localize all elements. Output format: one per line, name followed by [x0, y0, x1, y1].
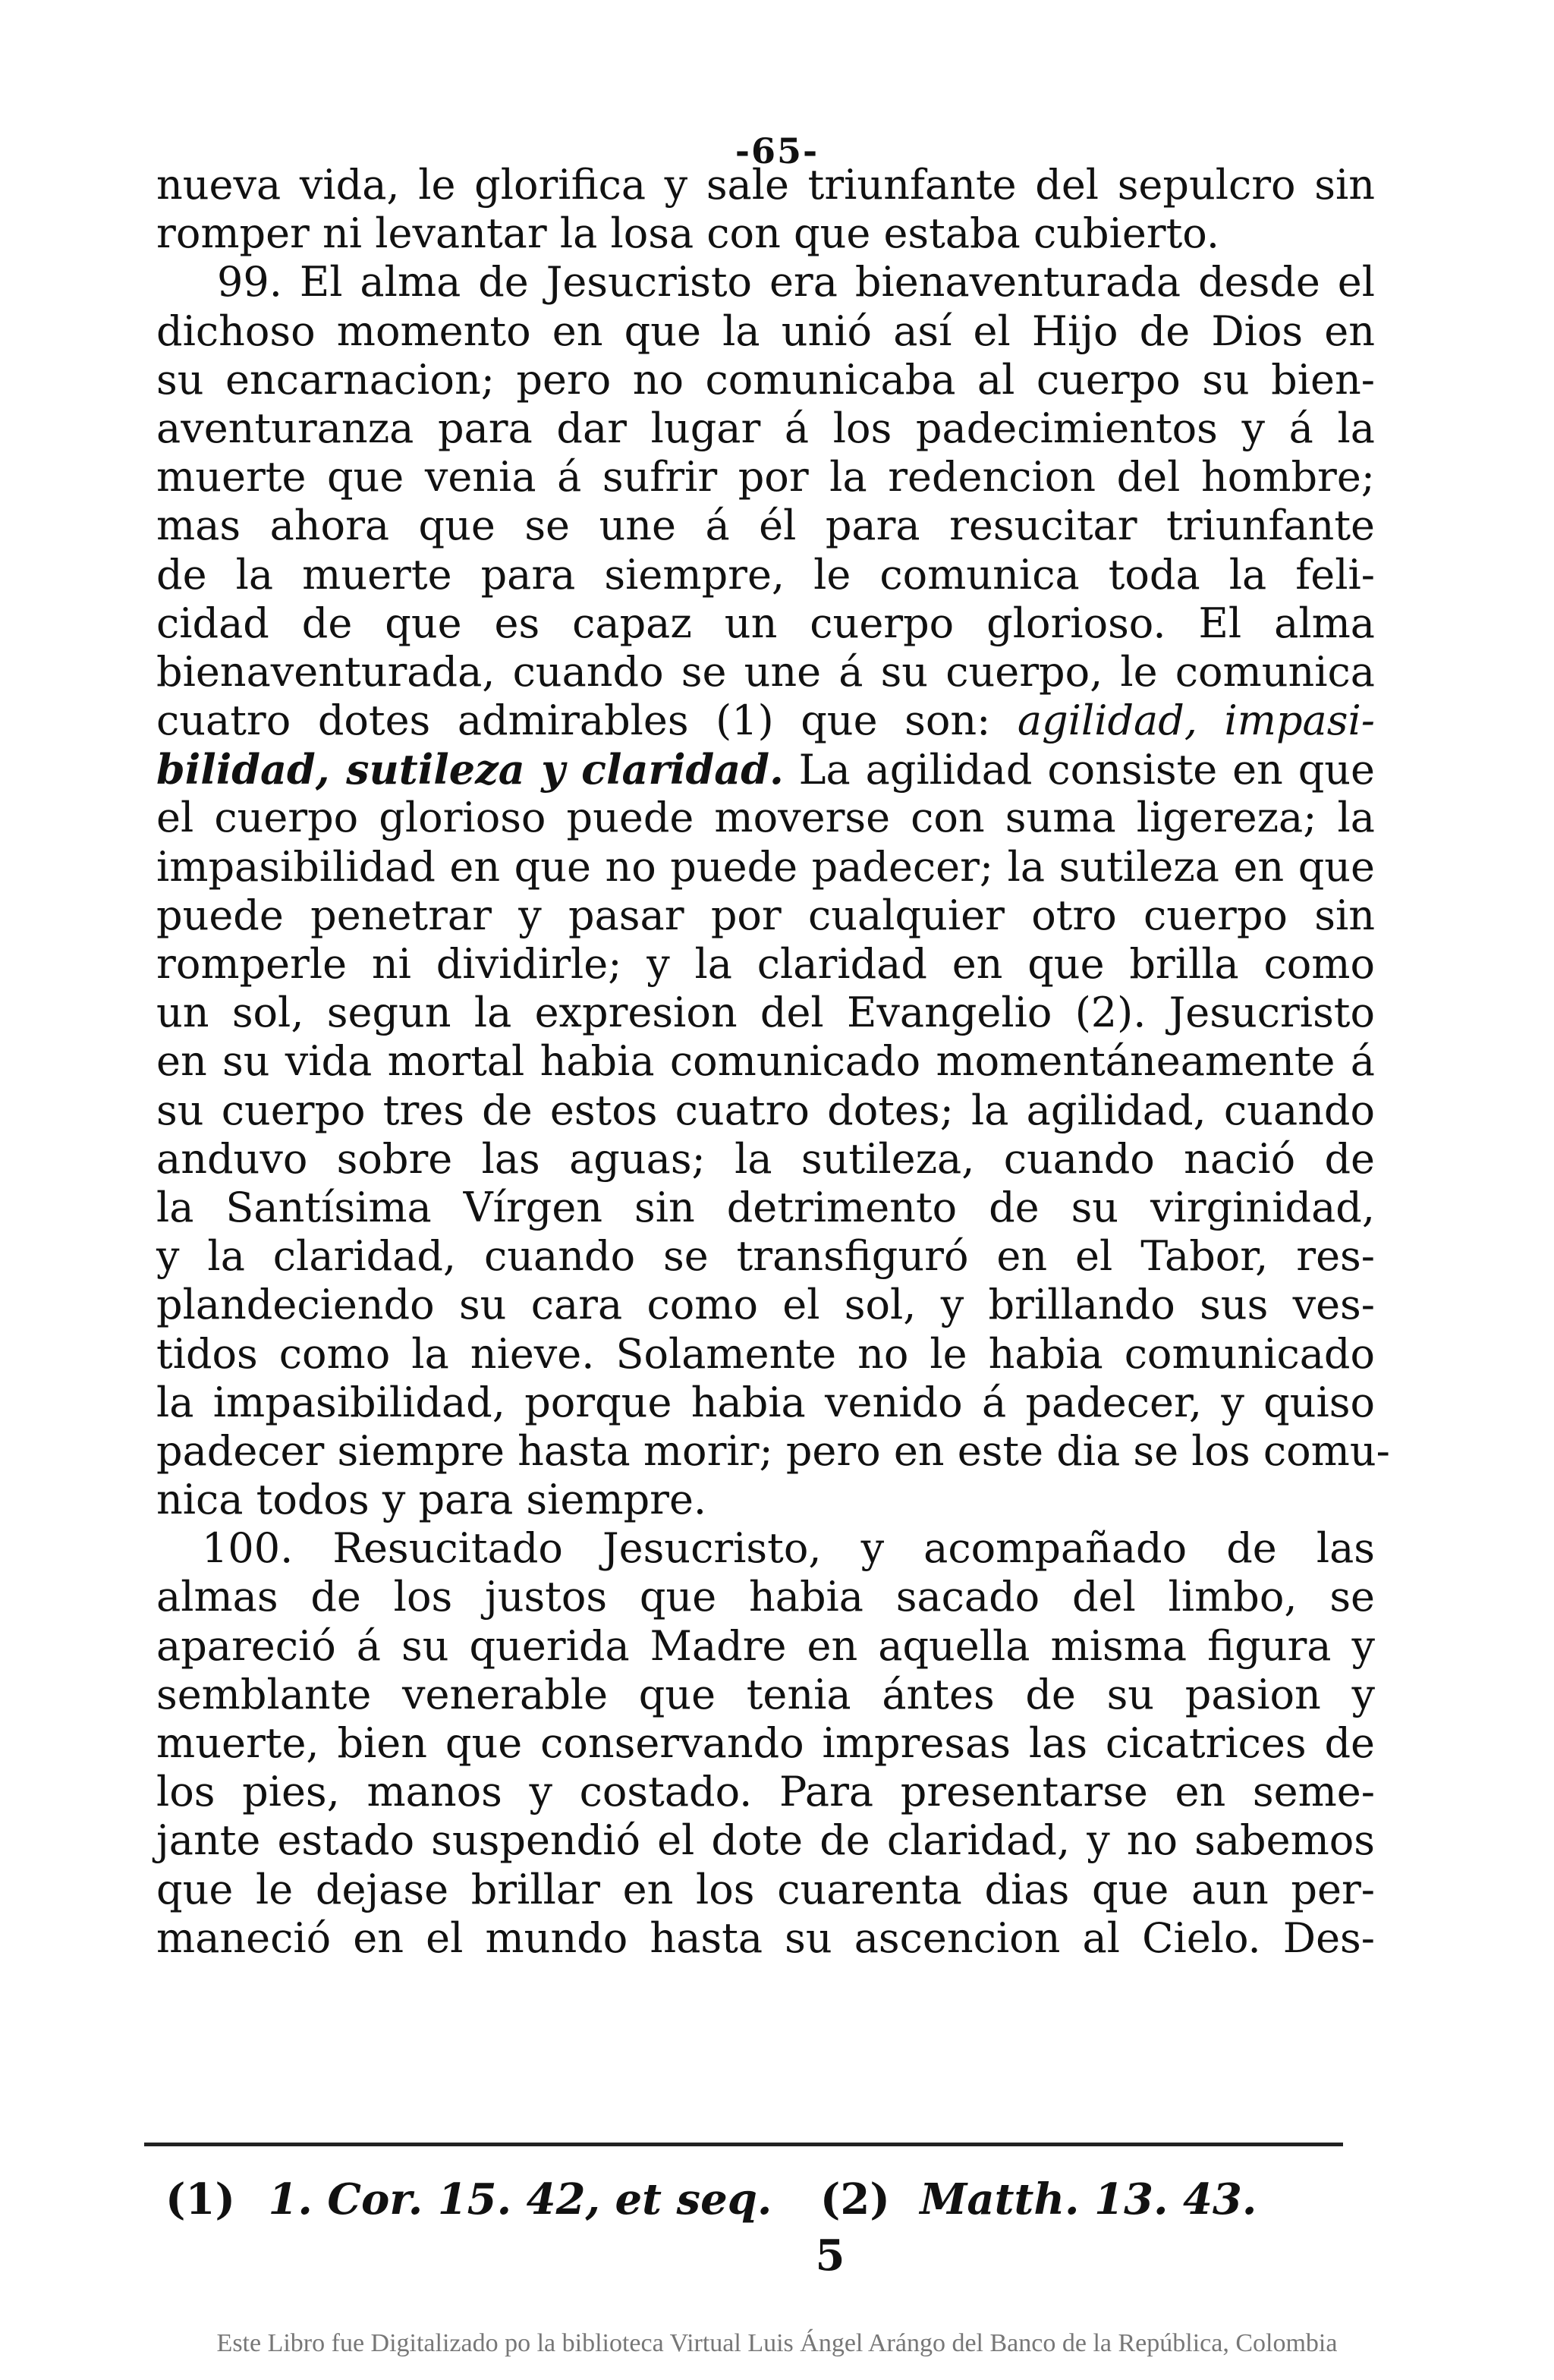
- text-line: tidos como la nieve. Solamente no le habia comunicado: [156, 1329, 1375, 1378]
- footnotes: [165, 2174, 1455, 2224]
- page-number: -65-: [735, 130, 819, 171]
- text-line: nica todos y para siempre.: [156, 1476, 707, 1524]
- text-line: [156, 696, 1375, 745]
- text-line: puede penetrar y pasar por cualquier otro cuerpo sin: [156, 891, 1375, 939]
- signature-mark: 5: [815, 2231, 845, 2281]
- text-line: un sol, segun la expresion del Evangelio (2). Jesucristo: [156, 989, 1375, 1037]
- text-line: jante estado suspendió el dote de claridad, y no sabemos: [156, 1816, 1375, 1865]
- text-line: maneció en el mundo hasta su ascencion al Cielo. Des-: [156, 1913, 1375, 1962]
- text-line: muerte que venia á sufrir por la redencion del hombre;: [156, 453, 1375, 501]
- footnote-divider: [144, 2143, 1343, 2146]
- text-segment: cuatro dotes admirables (1) que son:: [156, 696, 991, 745]
- text-line: almas de los justos que habia sacado del limbo, se: [156, 1573, 1375, 1621]
- text-line: de la muerte para siempre, le comunica toda la feli-: [156, 550, 1375, 599]
- footnote-reference: 1. Cor. 15. 42, et seq.: [268, 2174, 772, 2224]
- text-segment: La agilidad consiste en que: [798, 746, 1375, 794]
- text-line: apareció á su querida Madre en aquella misma figura y: [156, 1621, 1375, 1670]
- body-text: [156, 161, 1390, 1963]
- italic-term: bilidad, sutileza y claridad.: [156, 745, 784, 794]
- digitization-watermark: Este Libro fue Digitalizado po la biblioteca Virtual Luis Ángel Arángo del Banco de la República, Colombia: [216, 2329, 1338, 2357]
- text-line: el cuerpo glorioso puede moverse con suma ligereza; la: [156, 794, 1375, 842]
- text-line: muerte, bien que conservando impresas las cicatrices de: [156, 1719, 1375, 1767]
- text-line: nueva vida, le glorifica y sale triunfante del sepulcro sin: [156, 161, 1375, 209]
- text-line: los pies, manos y costado. Para presentarse en seme-: [156, 1768, 1375, 1816]
- text-line: su cuerpo tres de estos cuatro dotes; la agilidad, cuando: [156, 1086, 1375, 1134]
- text-line: [156, 745, 1375, 794]
- text-line: que le dejase brillar en los cuarenta dias que aun per-: [156, 1865, 1375, 1913]
- italic-term: agilidad, impasi-: [1017, 696, 1375, 745]
- text-line: romper ni levantar la losa con que estaba cubierto.: [156, 209, 1220, 258]
- text-line: 100. Resucitado Jesucristo, y acompañado de las: [202, 1524, 1375, 1573]
- text-line: bienaventurada, cuando se une á su cuerpo, le comunica: [156, 647, 1375, 696]
- text-line: 99. El alma de Jesucristo era bienaventurada desde el: [217, 258, 1375, 307]
- text-line: la impasibilidad, porque habia venido á padecer, y quiso: [156, 1378, 1375, 1426]
- text-line: impasibilidad en que no puede padecer; la sutileza en que: [156, 842, 1375, 891]
- text-line: romperle ni dividirle; y la claridad en que brilla como: [156, 940, 1375, 988]
- text-line: anduvo sobre las aguas; la sutileza, cuando nació de: [156, 1134, 1375, 1183]
- text-line: plandeciendo su cara como el sol, y brillando sus ves-: [156, 1281, 1375, 1329]
- footnote-marker: (2): [819, 2174, 890, 2224]
- text-line: en su vida mortal habia comunicado momentáneamente á: [156, 1037, 1375, 1086]
- text-line: semblante venerable que tenia ántes de su pasion y: [156, 1670, 1375, 1718]
- text-line: dichoso momento en que la unió así el Hijo de Dios en: [156, 307, 1375, 355]
- text-line: y la claridad, cuando se transfiguró en el Tabor, res-: [156, 1232, 1375, 1281]
- text-line: aventuranza para dar lugar á los padecimientos y á la: [156, 404, 1375, 452]
- footnote-reference: Matth. 13. 43.: [920, 2174, 1257, 2224]
- text-line: padecer siempre hasta morir; pero en este dia se los comu-: [156, 1426, 1390, 1475]
- text-line: mas ahora que se une á él para resucitar triunfante: [156, 501, 1375, 550]
- footnote-marker: (1): [165, 2174, 235, 2224]
- text-line: cidad de que es capaz un cuerpo glorioso. El alma: [156, 599, 1375, 647]
- text-line: su encarnacion; pero no comunicaba al cuerpo su bien-: [156, 355, 1375, 404]
- text-line: la Santísima Vírgen sin detrimento de su virginidad,: [156, 1183, 1375, 1231]
